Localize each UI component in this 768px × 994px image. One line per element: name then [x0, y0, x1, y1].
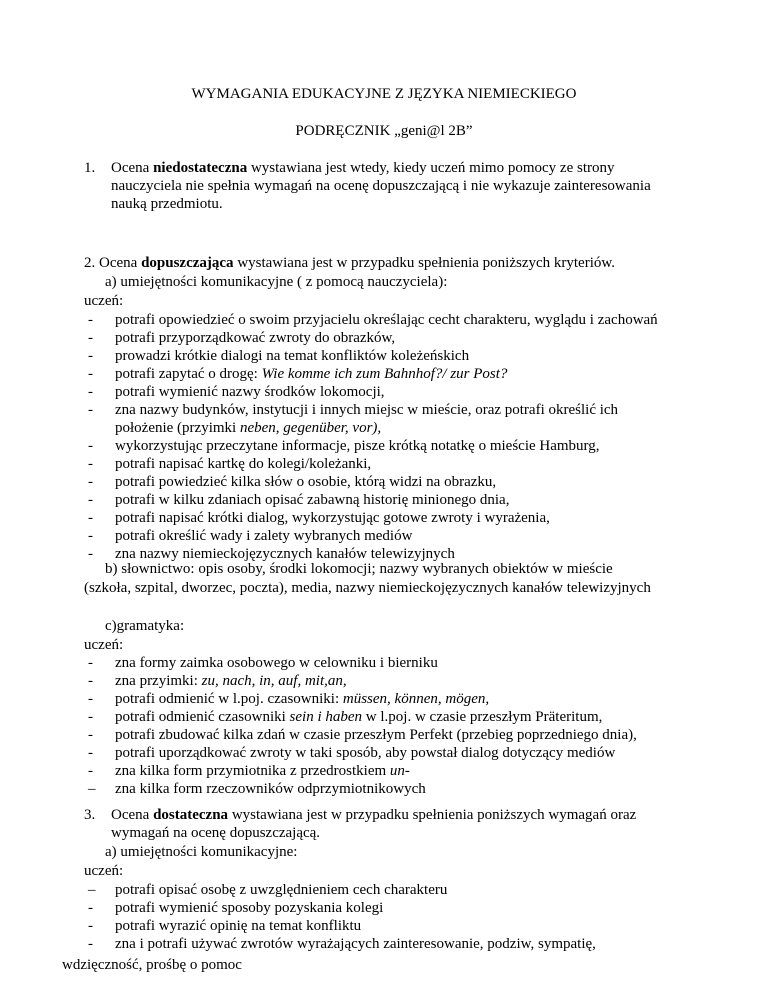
section-2b-line2: (szkoła, szpital, dworzec, poczta), media, nazwy niemieckojęzycznych kanałów telewizyjnych [84, 580, 651, 596]
list-item [84, 473, 744, 491]
list-item [84, 690, 744, 708]
list-item [84, 455, 744, 473]
section-3-number: 3. [84, 807, 96, 823]
list-item-text: potrafi wymienić sposoby pozyskania kolegi [115, 900, 384, 916]
list-item-text: potrafi zapytać o drogę: Wie komme ich zum Bahnhof?/ zur Post? [115, 366, 508, 382]
list-bullet: - [88, 691, 93, 707]
list-item-text: zna formy zaimka osobowego w celowniku i bierniku [115, 655, 438, 671]
list-item [84, 491, 744, 509]
list-bullet: - [88, 655, 93, 671]
list-bullet: – [88, 781, 96, 797]
section-2a-list [84, 311, 744, 563]
list-item [84, 383, 744, 401]
list-bullet [84, 419, 115, 437]
list-item-text: zna nazwy budynków, instytucji i innych miejsc w mieście, oraz potrafi określić ich [115, 402, 619, 418]
list-bullet: - [88, 366, 93, 382]
section-3a-uczen: uczeń: [84, 863, 124, 879]
list-item [84, 881, 744, 899]
section-3a-list [84, 881, 744, 953]
list-item-text: potrafi przyporządkować zwroty do obrazków, [115, 330, 396, 346]
list-item-text: potrafi zbudować kilka zdań w czasie przeszłym Perfekt (przebieg poprzedniego dnia), [115, 727, 637, 743]
list-item [84, 672, 744, 690]
list-item-text: potrafi określić wady i zalety wybranych mediów [115, 528, 413, 544]
list-item-text: potrafi odmienić czasowniki sein i haben w l.poj. w czasie przeszłym Präteritum, [115, 709, 603, 725]
section-3a-last-line: wdzięczność, prośbę o pomoc [62, 957, 242, 973]
list-item [84, 329, 744, 347]
list-bullet: - [88, 510, 93, 526]
list-item-text: potrafi opisać osobę z uwzględnieniem cech charakteru [115, 882, 448, 898]
list-bullet: - [88, 727, 93, 743]
list-item-text: zna nazwy niemieckojęzycznych kanałów telewizyjnych [115, 546, 455, 562]
list-item [84, 917, 744, 935]
list-bullet: - [88, 348, 93, 364]
list-item-text: zna kilka form przymiotnika z przedrostkiem un- [115, 763, 410, 779]
section-2c-list [84, 654, 744, 798]
list-bullet: - [88, 763, 93, 779]
grade-dopuszczajaca: dopuszczająca [141, 255, 234, 271]
list-bullet: - [88, 438, 93, 454]
section-2c-uczen: uczeń: [84, 637, 124, 653]
list-item [84, 509, 744, 527]
list-item-text: potrafi powiedzieć kilka słów o osobie, którą widzi na obrazku, [115, 474, 497, 490]
list-item-text: potrafi wymienić nazwy środków lokomocji, [115, 384, 385, 400]
list-bullet: - [88, 474, 93, 490]
section-3a-label: a) umiejętności komunikacyjne: [105, 844, 298, 860]
section-2-header: 2. Ocena dopuszczająca wystawiana jest w przypadku spełnienia poniższych kryteriów. [84, 255, 615, 271]
list-bullet: - [88, 330, 93, 346]
list-item-text: prowadzi krótkie dialogi na temat konfliktów koleżeńskich [115, 348, 470, 364]
list-item-text: położenie (przyimki neben, gegenüber, vor), [115, 420, 382, 436]
list-bullet: - [88, 312, 93, 328]
section-1: 1. Ocena niedostateczna wystawiana jest wtedy, kiedy uczeń mimo pomocy ze strony nauczyciela nie spełnia wymagań na ocenę dopuszczającą i nie wykazuje zainteresowania nauką przedmiotu. [84, 160, 651, 212]
list-item [84, 726, 744, 744]
list-bullet: - [88, 456, 93, 472]
list-item-text: wykorzystując przeczytane informacje, pisze krótką notatkę o mieście Hamburg, [115, 438, 600, 454]
list-item-text: zna przyimki: zu, nach, in, auf, mit,an, [115, 673, 347, 689]
list-item [84, 437, 744, 455]
document-title: WYMAGANIA EDUKACYJNE Z JĘZYKA NIEMIECKIEGO [191, 86, 577, 102]
list-item-text: potrafi opowiedzieć o swoim przyjacielu określając cecht charakteru, wyglądu i zachowań [115, 312, 658, 328]
section-2a-uczen: uczeń: [84, 293, 124, 309]
list-item [84, 744, 744, 762]
grade-niedostateczna: niedostateczna [153, 160, 248, 176]
grade-dostateczna: dostateczna [153, 807, 229, 823]
list-item [84, 899, 744, 917]
list-item [84, 654, 744, 672]
list-bullet: - [88, 900, 93, 916]
document-subtitle: PODRĘCZNIK „geni@l 2B” [295, 123, 473, 139]
list-item-text: potrafi wyrazić opinię na temat konfliktu [115, 918, 362, 934]
list-item [84, 527, 744, 545]
list-item-text: potrafi w kilku zdaniach opisać zabawną historię minionego dnia, [115, 492, 510, 508]
list-item-text: zna kilka form rzeczowników odprzymiotnikowych [115, 781, 426, 797]
list-bullet: - [88, 492, 93, 508]
list-bullet: - [88, 546, 93, 562]
list-item [84, 762, 744, 780]
list-item [84, 401, 744, 419]
list-item [84, 419, 744, 437]
list-item [84, 365, 744, 383]
list-item [84, 935, 744, 953]
section-2a-label: a) umiejętności komunikacyjne ( z pomocą nauczyciela): [105, 274, 448, 290]
list-bullet: - [88, 673, 93, 689]
section-1-number: 1. [84, 160, 96, 176]
list-item-text: potrafi uporządkować zwroty w taki sposób, aby powstał dialog dotyczący mediów [115, 745, 616, 761]
section-3: 3. Ocena dostateczna wystawiana jest w przypadku spełnienia poniższych wymagań oraz wymagań na ocenę dopuszczającą. [84, 807, 637, 841]
section-2c-label: c)gramatyka: [105, 618, 185, 634]
list-item-text: potrafi odmienić w l.poj. czasowniki: müssen, können, mögen, [115, 691, 490, 707]
list-item-text: potrafi napisać krótki dialog, wykorzystując gotowe zwroty i wyrażenia, [115, 510, 550, 526]
list-bullet: - [88, 936, 93, 952]
list-bullet: - [88, 745, 93, 761]
section-2b-line1: b) słownictwo: opis osoby, środki lokomocji; nazwy wybranych obiektów w mieście [105, 561, 613, 577]
list-bullet: - [88, 918, 93, 934]
list-bullet: – [88, 882, 96, 898]
list-item [84, 708, 744, 726]
list-item [84, 347, 744, 365]
list-item [84, 311, 744, 329]
list-bullet: - [88, 528, 93, 544]
list-bullet: - [88, 402, 93, 418]
list-bullet: - [88, 709, 93, 725]
list-item [84, 780, 744, 798]
list-bullet: - [88, 384, 93, 400]
list-item-text: zna i potrafi używać zwrotów wyrażających zainteresowanie, podziw, sympatię, [115, 936, 596, 952]
list-item-text: potrafi napisać kartkę do kolegi/koleżanki, [115, 456, 372, 472]
